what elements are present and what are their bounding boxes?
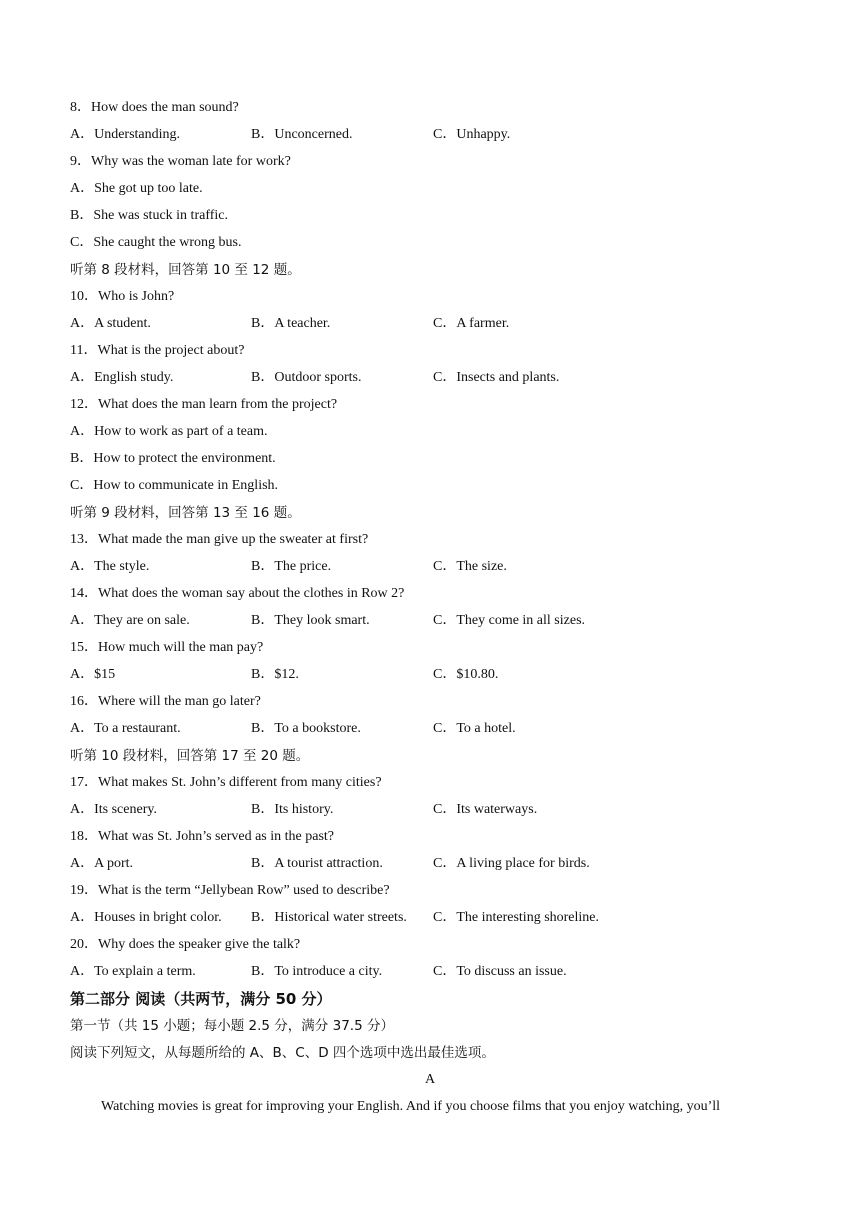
exam-page [70, 96, 790, 1122]
option-c: C．How to communicate in English. [70, 478, 279, 493]
question-11-stem: 11．What is the project about? [70, 343, 245, 358]
option-a: A．They are on sale. [70, 613, 190, 628]
question-19-stem: 19．What is the term “Jellybean Row” used to describe? [70, 883, 390, 898]
option-c: C．A living place for birds. [433, 856, 590, 871]
question-14-stem: 14．What does the woman say about the clothes in Row 2? [70, 586, 405, 601]
passage-text: Watching movies is great for improving your English. And if you choose films that you enjoy watching, you’ll [101, 1099, 721, 1114]
question-9-stem: 9．Why was the woman late for work? [70, 154, 291, 169]
option-b: B．To a bookstore. [251, 721, 361, 736]
option-a: A．To explain a term. [70, 964, 196, 979]
option-b: B．How to protect the environment. [70, 451, 276, 466]
option-b: B．The price. [251, 559, 332, 574]
option-c: C．Unhappy. [433, 127, 511, 142]
option-a: A．English study. [70, 370, 174, 385]
question-10-options [70, 312, 790, 339]
option-a: A．She got up too late. [70, 181, 203, 196]
section-title: 第二部分 阅读（共两节，满分 50 分） [70, 990, 332, 1008]
question-16-stem: 16．Where will the man go later? [70, 694, 261, 709]
option-b: B．$12. [251, 667, 299, 682]
option-b: B．She was stuck in traffic. [70, 208, 228, 223]
option-a: A．A student. [70, 316, 151, 331]
option-a: A．Houses in bright color. [70, 910, 222, 925]
option-b: B．Outdoor sports. [251, 370, 362, 385]
question-18-stem: 18．What was St. John’s served as in the past? [70, 829, 335, 844]
option-a: A．Understanding. [70, 127, 181, 142]
option-c: C．Insects and plants. [433, 370, 560, 385]
question-19-options [70, 906, 790, 933]
question-8-stem: 8．How does the man sound? [70, 100, 239, 115]
option-c: C．The interesting shoreline. [433, 910, 600, 925]
option-a: A．Its scenery. [70, 802, 157, 817]
option-c: C．Its waterways. [433, 802, 538, 817]
option-b: B．To introduce a city. [251, 964, 383, 979]
option-c: C．A farmer. [433, 316, 510, 331]
listening-part-9-instruction: 听第 9 段材料，回答第 13 至 16 题。 [70, 505, 301, 521]
option-b: B．Unconcerned. [251, 127, 353, 142]
question-11-options [70, 366, 790, 393]
question-15-stem: 15．How much will the man pay? [70, 640, 264, 655]
question-18-options [70, 852, 790, 879]
passage-label: A [424, 1072, 436, 1087]
question-20-stem: 20．Why does the speaker give the talk? [70, 937, 301, 952]
question-13-options [70, 555, 790, 582]
question-17-options [70, 798, 790, 825]
option-c: C．They come in all sizes. [433, 613, 586, 628]
question-13-stem: 13．What made the man give up the sweater at first? [70, 532, 369, 547]
section-subtitle: 第一节（共 15 小题；每小题 2.5 分，满分 37.5 分） [70, 1018, 394, 1034]
question-10-stem: 10．Who is John? [70, 289, 175, 304]
question-15-options [70, 663, 790, 690]
question-16-options [70, 717, 790, 744]
question-8-options [70, 123, 790, 150]
option-a: A．$15 [70, 667, 116, 682]
question-20-options [70, 960, 790, 987]
listening-part-8-instruction: 听第 8 段材料，回答第 10 至 12 题。 [70, 262, 301, 278]
listening-part-10-instruction: 听第 10 段材料，回答第 17 至 20 题。 [70, 748, 310, 764]
option-b: B．Its history. [251, 802, 334, 817]
option-c: C．The size. [433, 559, 507, 574]
option-a: A．The style. [70, 559, 150, 574]
option-c: C．To a hotel. [433, 721, 516, 736]
option-b: B．A tourist attraction. [251, 856, 383, 871]
option-c: C．She caught the wrong bus. [70, 235, 242, 250]
question-12-stem: 12．What does the man learn from the project? [70, 397, 338, 412]
option-c: C．To discuss an issue. [433, 964, 567, 979]
section-instruction: 阅读下列短文，从每题所给的 A、B、C、D 四个选项中选出最佳选项。 [70, 1045, 495, 1061]
option-a: A．To a restaurant. [70, 721, 181, 736]
option-a: A．How to work as part of a team. [70, 424, 268, 439]
option-c: C．$10.80. [433, 667, 499, 682]
option-a: A．A port. [70, 856, 133, 871]
question-17-stem: 17．What makes St. John’s different from many cities? [70, 775, 382, 790]
option-b: B．A teacher. [251, 316, 331, 331]
option-b: B．They look smart. [251, 613, 370, 628]
question-14-options [70, 609, 790, 636]
option-b: B．Historical water streets. [251, 910, 407, 925]
